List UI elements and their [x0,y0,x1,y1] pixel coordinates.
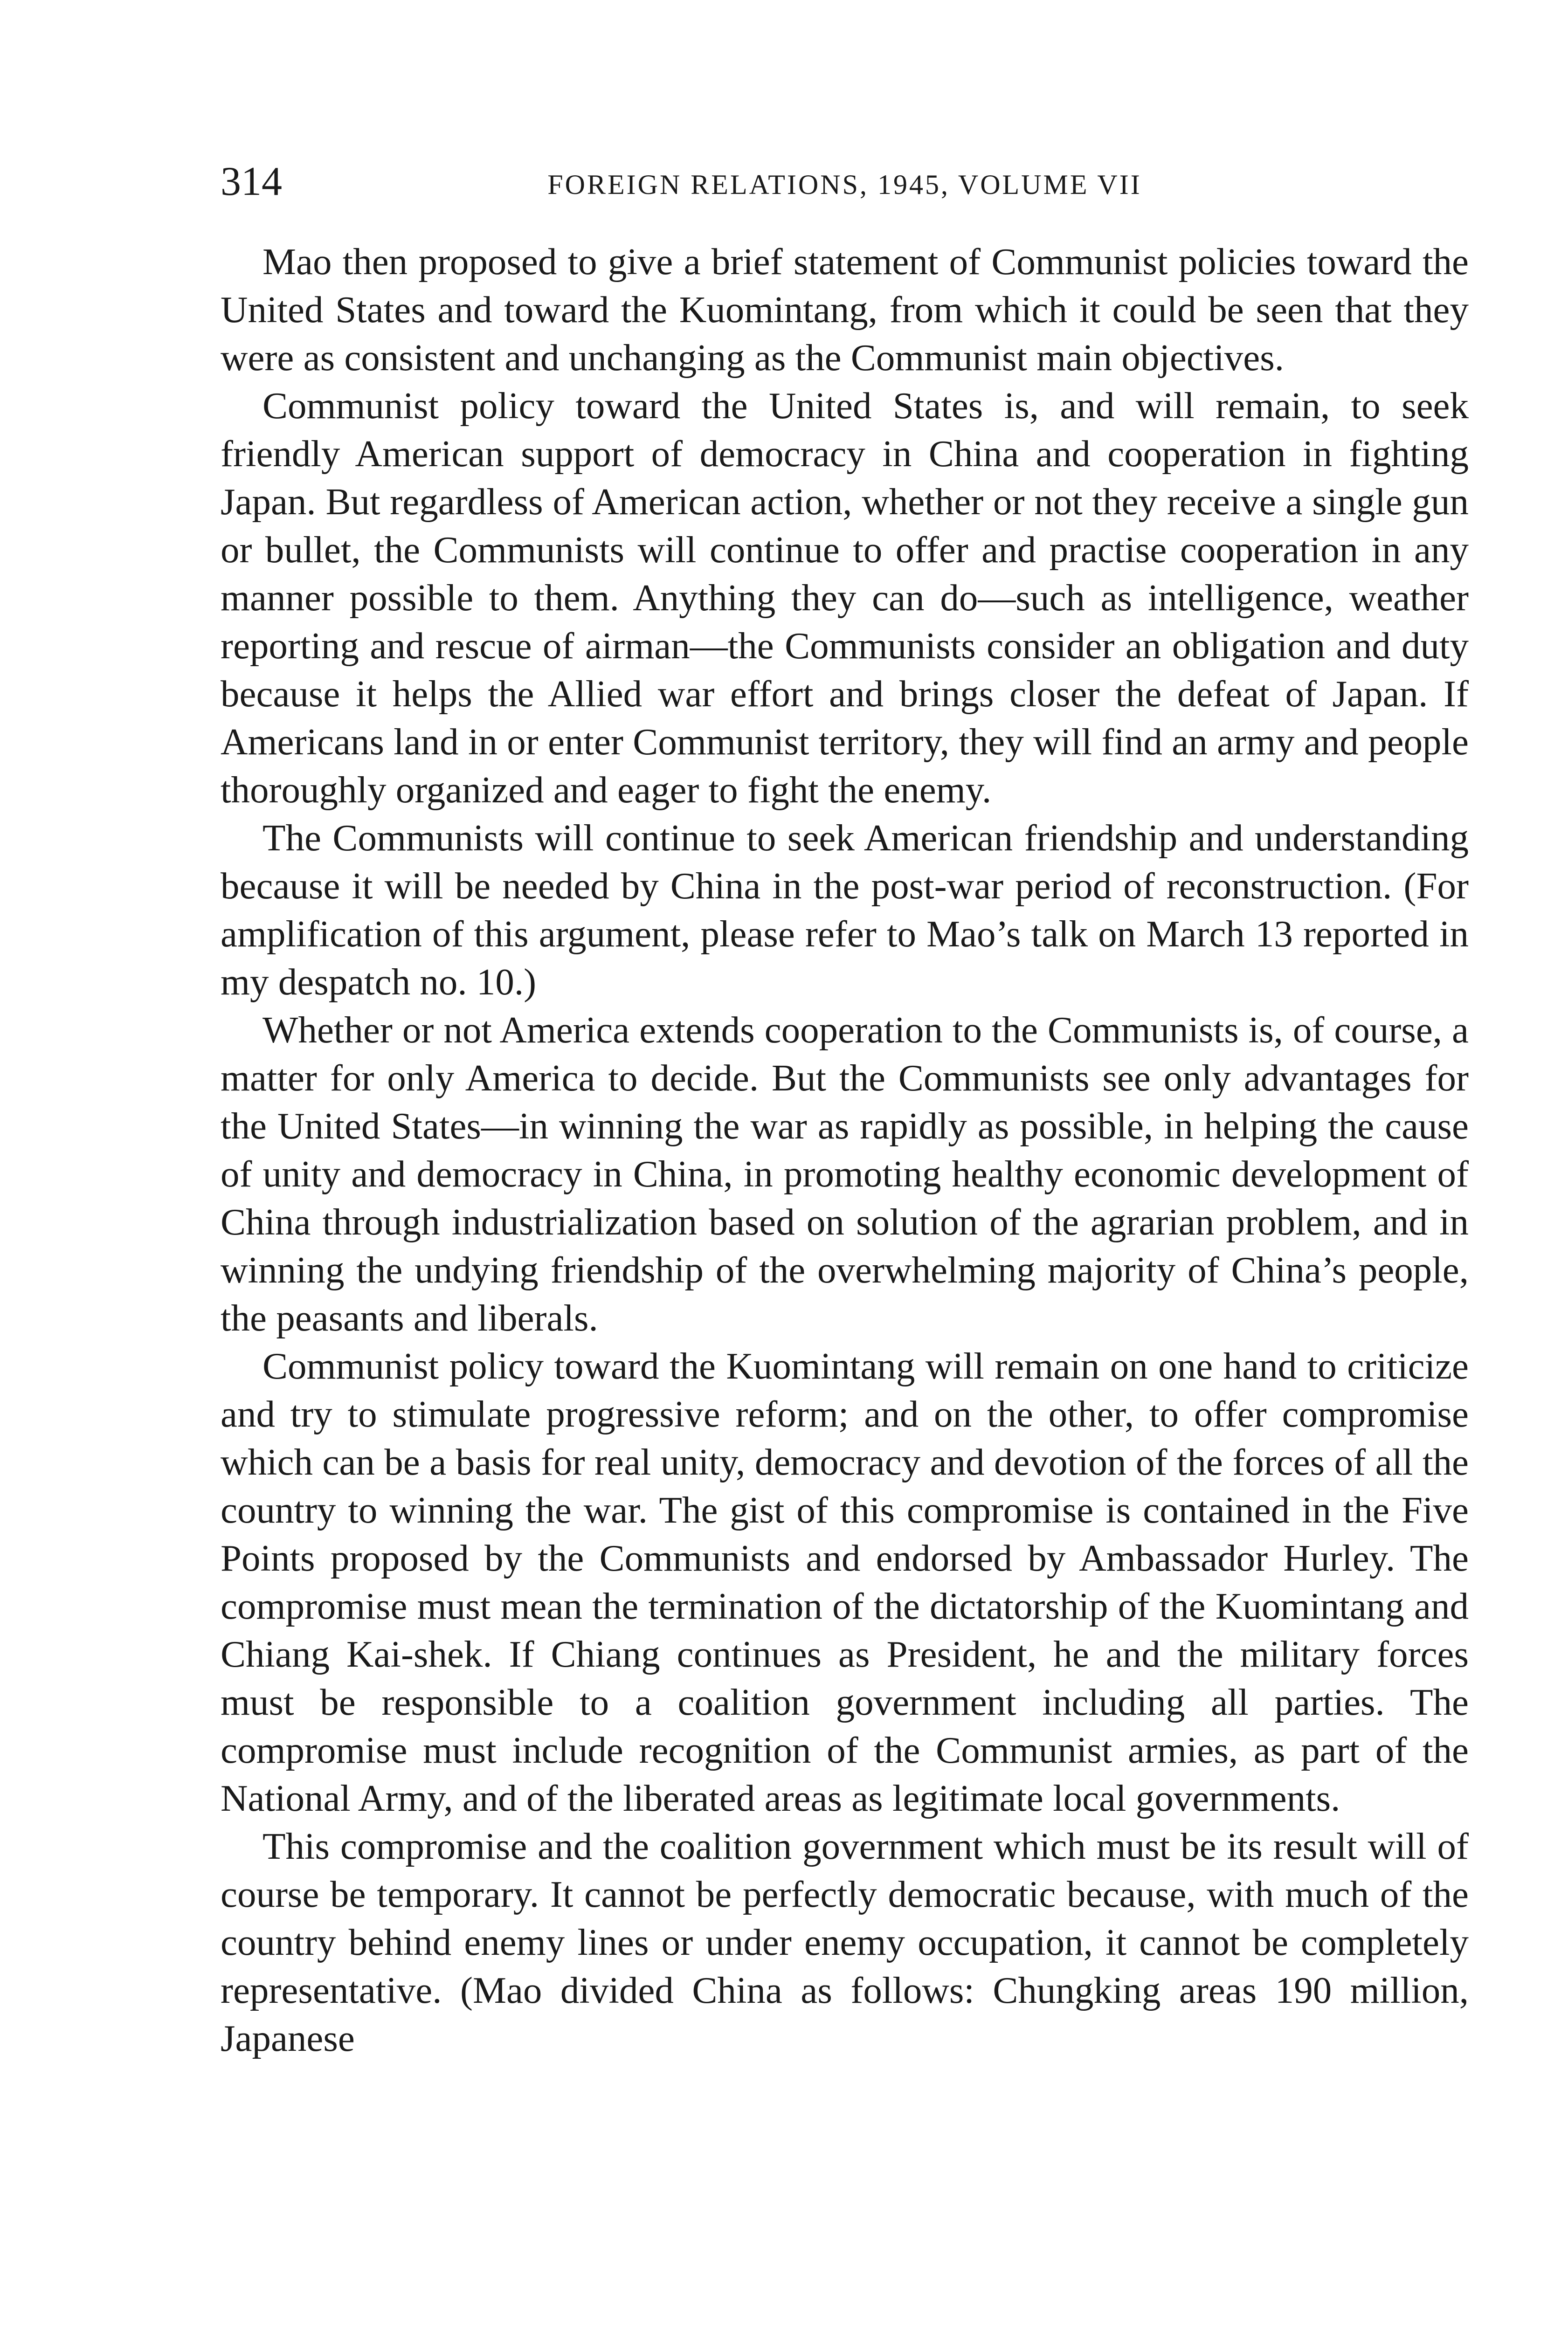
body-text [221,238,1469,2062]
running-title: FOREIGN RELATIONS, 1945, VOLUME VII [547,169,1142,200]
paragraph: Communist policy toward the United States is, and will remain, to seek friendly American support of democracy in China and cooperation in fighting Japan. But regardless of American action, whether or not they receive a single gun or bullet, the Communists will continue to offer and practise cooperation in any manner possible to them. Anything they can do—such as intelligence, weather reporting and rescue of airman—the Communists consider an obligation and duty because it helps the Allied war effort and brings closer the defeat of Japan. If Americans land in or enter Communist territory, they will find an army and people thoroughly organized and eager to fight the enemy. [221,385,1469,811]
page-number: 314 [221,159,282,204]
paragraph: Mao then proposed to give a brief statement of Communist policies toward the United States and toward the Kuomintang, from which it could be seen that they were as consistent and unchanging as the Communist main objectives. [221,241,1469,379]
paragraph: This compromise and the coalition government which must be its result will of course be temporary. It cannot be perfectly democratic because, with much of the country behind enemy lines or under enemy occupation, it cannot be completely representative. (Mao divided China as follows: Chungking areas 190 million, Japanese [221,1825,1469,2059]
paragraph: Communist policy toward the Kuomintang will remain on one hand to criticize and try to stimulate progressive reform; and on the other, to offer compromise which can be a basis for real unity, democracy and devotion of the forces of all the country to winning the war. The gist of this compromise is contained in the Five Points proposed by the Communists and endorsed by Ambassador Hurley. The compromise must mean the termination of the dictatorship of the Kuomintang and Chiang Kai-shek. If Chiang continues as President, he and the military forces must be responsible to a coalition government including all parties. The compromise must include recognition of the Communist armies, as part of the National Army, and of the liberated areas as legitimate local governments. [221,1345,1469,1819]
paragraph: Whether or not America extends cooperation to the Communists is, of course, a matter for only America to decide. But the Communists see only advantages for the United States—in winning the war as rapidly as possible, in helping the cause of unity and democracy in China, in promoting healthy economic development of China through industrialization based on solution of the agrarian problem, and in winning the undying friendship of the overwhelming majority of China’s people, the peasants and liberals. [221,1009,1469,1339]
document-page [221,154,1469,2062]
running-head [221,154,1469,210]
paragraph: The Communists will continue to seek American friendship and understanding because it will be needed by China in the post-war period of reconstruction. (For amplification of this argument, please refer to Mao’s talk on March 13 reported in my despatch no. 10.) [221,817,1469,1003]
